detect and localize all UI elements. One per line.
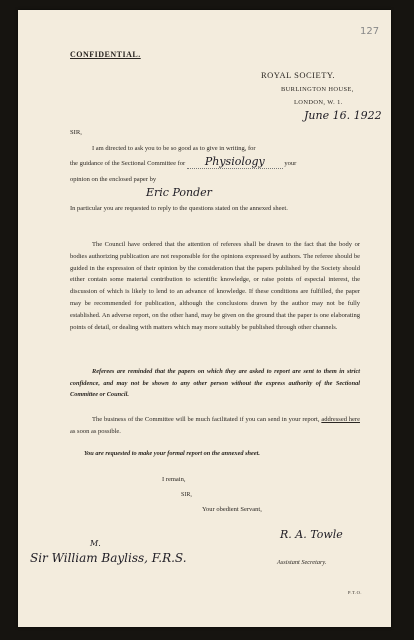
paper-author: Eric Ponder	[146, 186, 212, 199]
para1-line2	[70, 156, 360, 170]
address-line-1: BURLINGTON HOUSE,	[281, 86, 354, 93]
salutation: SIR,	[70, 129, 82, 136]
closing-remain: I remain,	[162, 476, 186, 483]
addressee-name: Sir William Bayliss, F.R.S.	[30, 551, 187, 565]
para1-line2-prefix: the guidance of the Sectional Committee for	[70, 160, 186, 167]
pto-note: P.T.O.	[348, 590, 363, 595]
letter-date: June 16. 1922	[304, 109, 382, 122]
signature: R. A. Towle	[280, 528, 343, 541]
para3: The Council have ordered that the attention of referees shall be drawn to the fact that the body or bodies authorizing publication are not responsible for the opinions expressed by authors. The referee should be guided in the expression of their opinion by the consideration that the papers published by the Society should either contain some material contribution to scientific knowledge, or raise points of especial interest, the discussion of which is likely to lend to an advance of knowledge. If these conditions are fulfilled, the paper may be recommended for publication, although the conclusions drawn by the author may not be fully established. An adverse report, on the other hand, may be given on the ground that the paper is one elaborating points of detail, or dealing with matters which may more suitably be published through other channels.	[70, 241, 360, 331]
confidential-heading: CONFIDENTIAL.	[70, 50, 141, 59]
para1-line2-suffix: your	[284, 160, 297, 167]
addressed-here: addressed here	[321, 416, 360, 423]
para4: Referees are reminded that the papers on which they are asked to report are sent to them in strict confidence, and may not be shown to any other person without the express authority of the Sectional Committee or Council.	[70, 368, 360, 398]
closing-servant: Your obedient Servant,	[202, 506, 262, 513]
committee-name: Physiology	[187, 156, 283, 169]
para2: In particular you are requested to reply to the questions stated on the annexed sheet.	[70, 205, 288, 212]
organization-name: ROYAL SOCIETY.	[261, 70, 336, 80]
para5	[70, 414, 360, 438]
para6: You are requested to make your formal report on the annexed sheet.	[84, 450, 260, 457]
archive-reference: 127	[360, 26, 380, 37]
address-line-2: LONDON, W. 1.	[294, 99, 343, 106]
letter-page	[18, 10, 391, 627]
closing-sir: SIR,	[181, 492, 192, 498]
addressee-insert: M.	[90, 539, 101, 548]
para5-suffix: as soon as possible.	[70, 427, 121, 435]
para1-line1: I am directed to ask you to be so good as to give in writing, for	[92, 145, 256, 152]
signatory-title: Assistant Secretary.	[277, 559, 327, 566]
para5-prefix: The business of the Committee will be much facilitated if you can send in your report,	[92, 416, 320, 423]
para1-line3: opinion on the enclosed paper by	[70, 176, 157, 183]
